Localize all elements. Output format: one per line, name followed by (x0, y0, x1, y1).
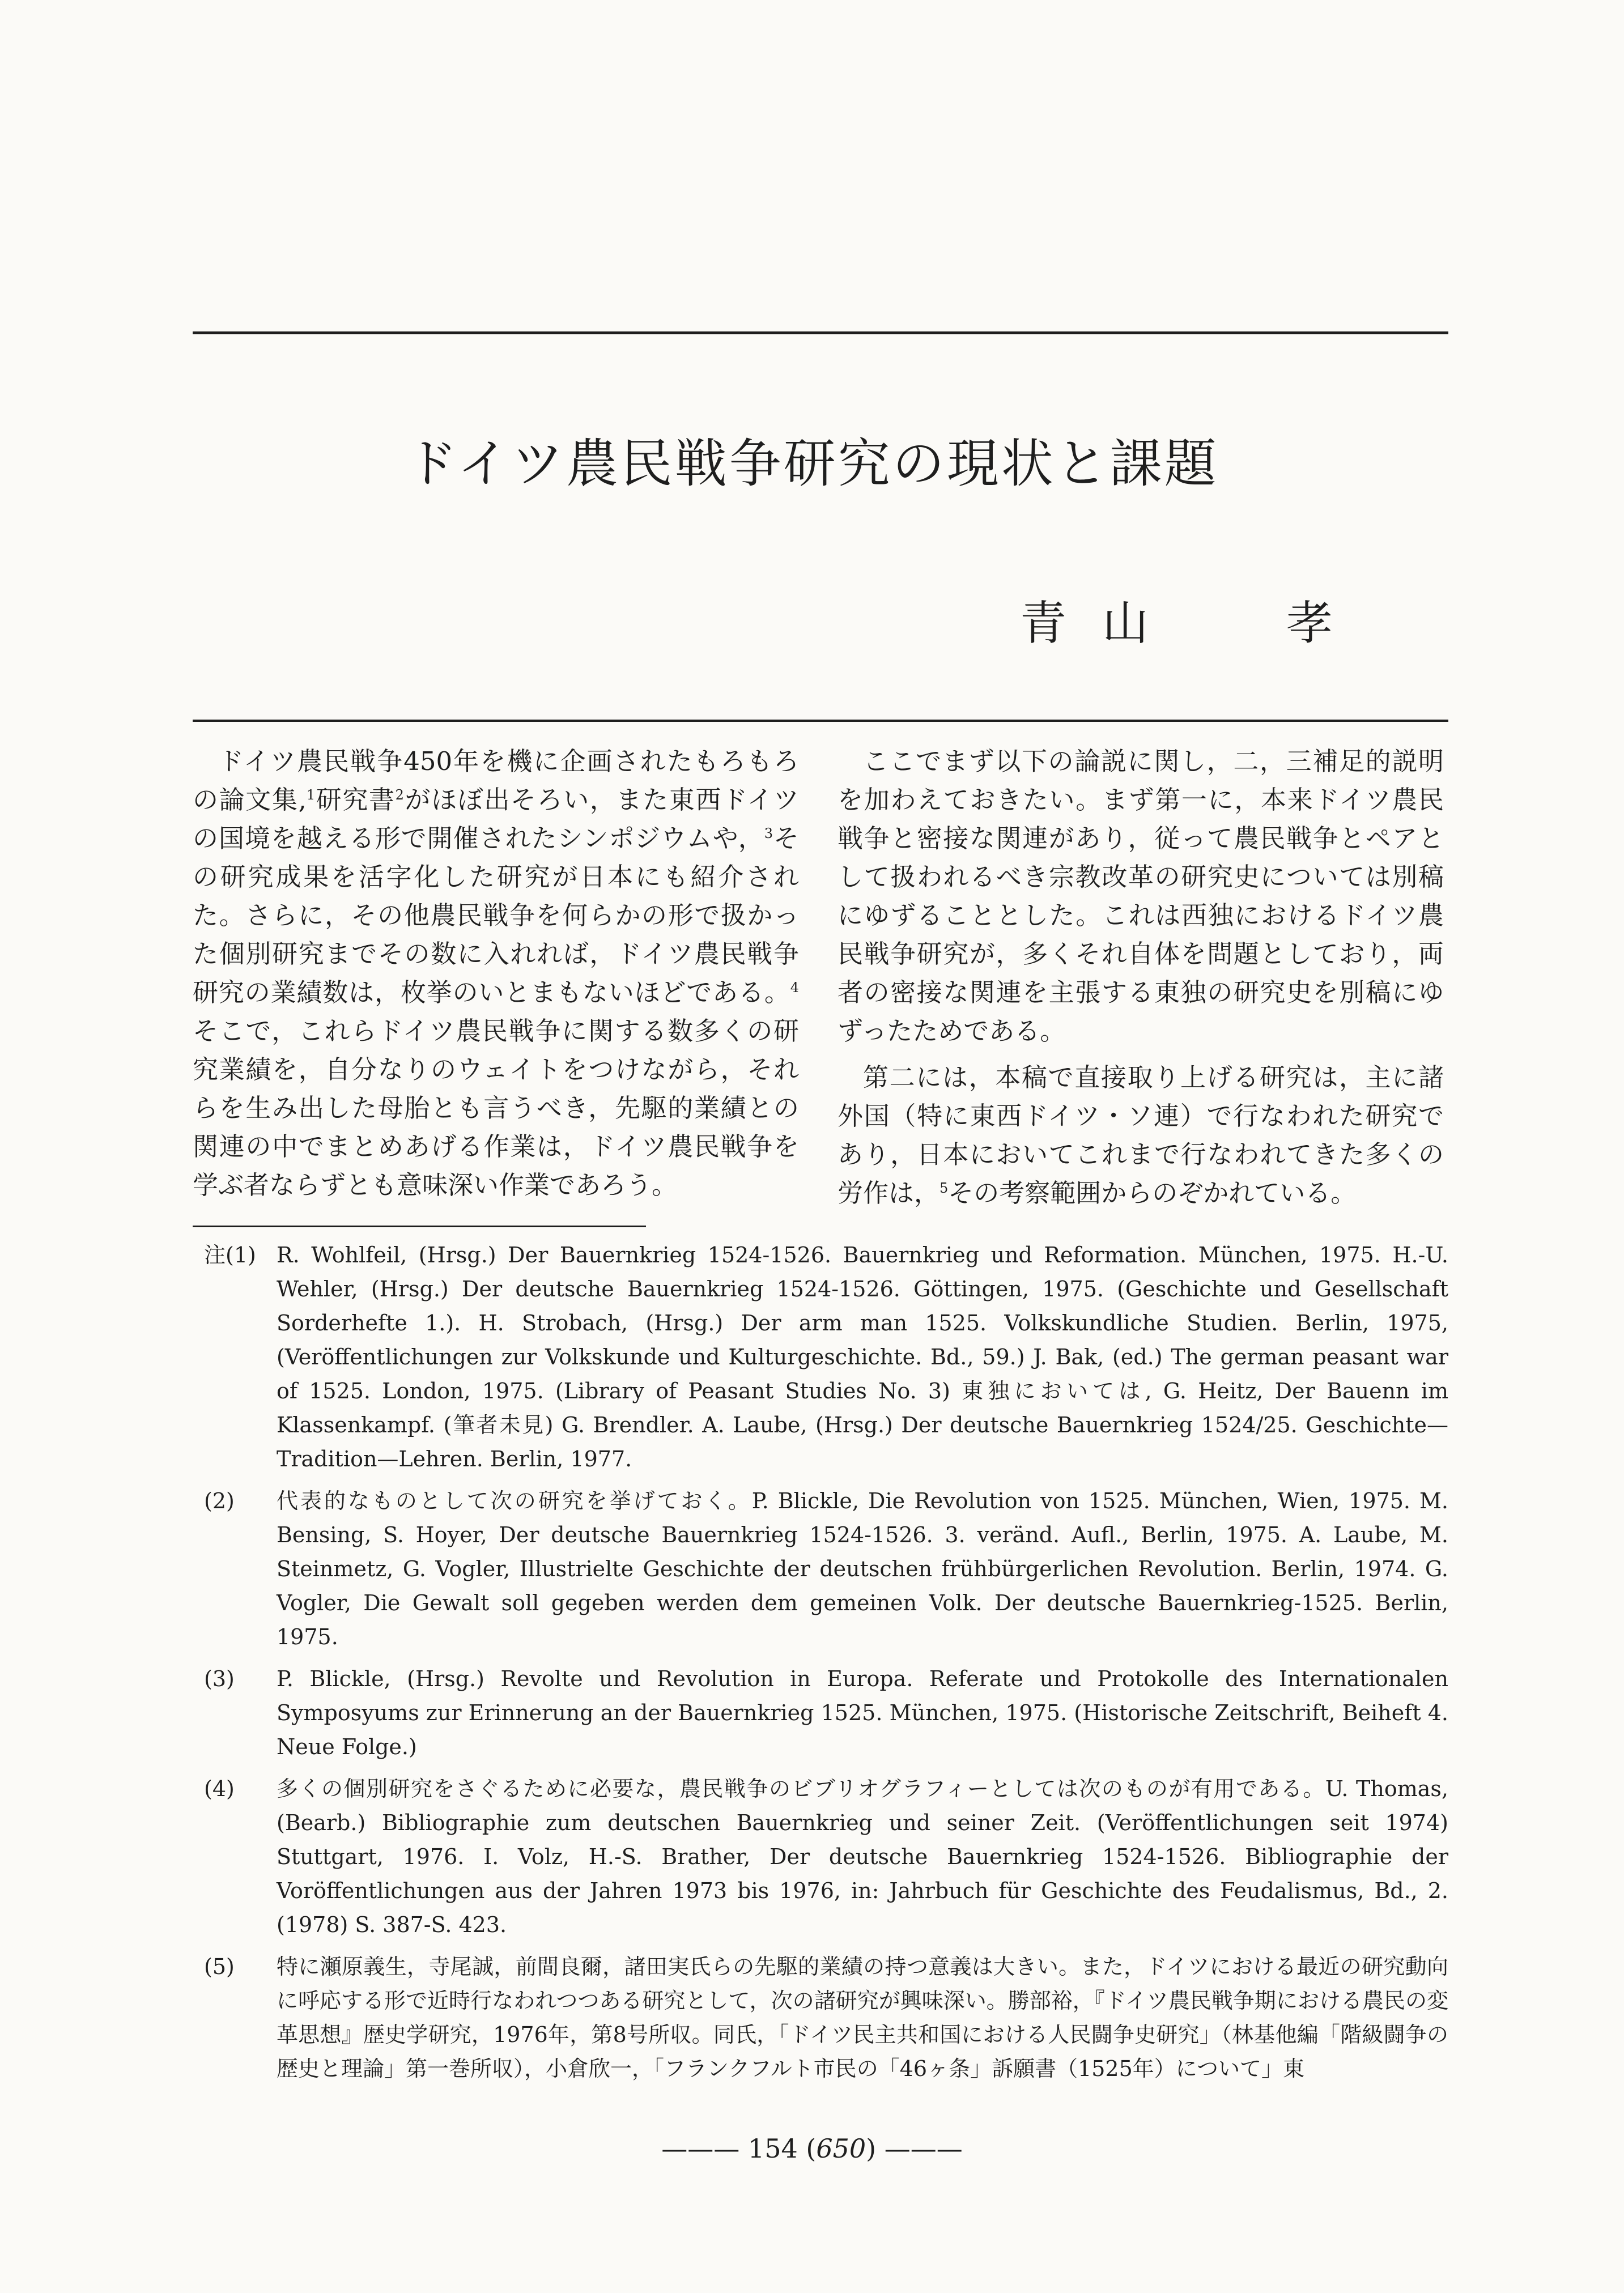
footnote-label: 注(1) (204, 1243, 256, 1267)
footnote-label: (2) (204, 1488, 235, 1513)
text-run: がほぼ出そろい，また東西ドイツの国境を越える形で開催されたシンポジウムや， (193, 785, 799, 853)
text-run: そこで，これらドイツ農民戦争に関する数多くの研究業績を，自分なりのウェイトをつけながら，それらを生み出した母胎とも言うべき，先駆的業績との関連の中でまとめあげる作業は，ドイツ農民戦争を学ぶ者ならずとも意味深い作業であろう。 (193, 1016, 799, 1200)
footnote-text: 多くの個別研究をさぐるために必要な，農民戦争のビブリオグラフィーとしては次のものが有用である。U. Thomas, (Bearb.) Bibliographie zum deutschen Bauernkrieg und seiner Zeit. (Veröffentlichungen seit 1974) Stuttgart, 1976. I. Volz, H.-S. Brather, Der deutsche Bauernkrieg 1524-1526. Bibliographie der Voröffentlichungen aus der Jahren 1973 bis 1976, in: Jahrbuch für Geschichte des Feudalismus, Bd., 2. (1978) S. 387-S. 423. (277, 1776, 1448, 1937)
author-char-2: 山 (1102, 597, 1149, 650)
top-rule (193, 331, 1448, 334)
footnote-label: (5) (204, 1954, 235, 1979)
footnote-4 (204, 1772, 1448, 1942)
text-run: ドイツ農民戦争450年を機に企画されたもろもろの論文集, (193, 746, 799, 815)
footnote-text: P. Blickle, (Hrsg.) Revolte und Revolution in Europa. Referate und Protokolle des Internationalen Symposyums zur Erinnerung an der Bauernkrieg 1525. München, 1975. (Historische Zeitschrift, Beiheft 4. Neue Folge.) (277, 1666, 1448, 1759)
body-paragraph-1 (193, 742, 799, 1205)
page-number: ——— 154 (650) ——— (661, 2133, 963, 2164)
footnote-text: 代表的なものとして次の研究を挙げておく。P. Blickle, Die Revolution von 1525. München, Wien, 1975. M. Bensing, S. Hoyer, Der deutsche Bauernkrieg 1524-1526. 3. veränd. Aufl., Berlin, 1975. A. Laube, M. Steinmetz, G. Vogler, Illustrielte Geschichte der deutschen frühbürgerlichen Revolution. Berlin, 1974. G. Vogler, Die Gewalt soll gegeben werden dem gemeinen Volk. Der deutsche Bauernkrieg-1525. Berlin, 1975. (277, 1488, 1448, 1649)
page-number-value: 154 (747, 2133, 798, 2164)
footnote-ref: 4 (790, 980, 799, 996)
footnote-ref: 1 (306, 787, 316, 803)
text-run: その考察範囲からのぞかれている。 (948, 1178, 1357, 1208)
footnote-3 (204, 1662, 1448, 1764)
footnote-5 (204, 1950, 1448, 2086)
footnote-ref: 2 (395, 787, 404, 803)
text-run: その研究成果を活字化した研究が日本にも紹介された。さらに，その他農民戦争を何らかの形で扱かった個別研究までその数に入れれば，ドイツ農民戦争研究の業績数は，枚挙のいとまもないほどである。 (193, 823, 799, 1007)
body-paragraph-3 (837, 1058, 1444, 1213)
footnote-label: (4) (204, 1776, 235, 1801)
article-title: ドイツ農民戦争研究の現状と課題 (405, 433, 1219, 494)
author-char-1: 青 (1020, 597, 1067, 650)
footnote-ref: 3 (764, 826, 773, 841)
footnote-text: R. Wohlfeil, (Hrsg.) Der Bauernkrieg 1524-1526. Bauernkrieg und Reformation. München, 1975. H.-U. Wehler, (Hrsg.) Der deutsche Bauernkrieg 1524-1526. Göttingen, 1975. (Geschichte und Gesellschaft Sorderhefte 1.). H. Strobach, (Hrsg.) Der arm man 1525. Volkskundliche Studien. Berlin, 1975, (Veröffentlichungen zur Volkskunde und Kulturgeschichte. Bd., 59.) J. Bak, (ed.) The german peasant war of 1525. London, 1975. (Library of Peasant Studies No. 3) 東独においては, G. Heitz, Der Bauenn im Klassenkampf. (筆者未見) G. Brendler. A. Laube, (Hrsg.) Der deutsche Bauernkrieg 1524/25. Geschichte—Tradition—Lehren. Berlin, 1977. (277, 1243, 1448, 1471)
footnote-label: (3) (204, 1666, 235, 1691)
footnote-1 (204, 1238, 1448, 1476)
original-page-number: 650 (816, 2133, 866, 2164)
text-run: 第二には，本稿で直接取り上げる研究は，主に諸外国（特に東西ドイツ・ソ連）で行なわれた研究であり，日本においてこれまで行なわれてきた多くの労作は， (837, 1062, 1444, 1208)
author-name (1020, 586, 1337, 649)
dash-left: ——— (661, 2133, 748, 2164)
section-rule (193, 720, 1448, 722)
footnote-2 (204, 1484, 1448, 1654)
footnotes (204, 1238, 1448, 2094)
body-column-left (193, 742, 799, 1205)
footnote-rule (193, 1226, 646, 1227)
footnote-text: 特に瀬原義生，寺尾誠，前間良爾，諸田実氏らの先駆的業績の持つ意義は大きい。また，ドイツにおける最近の研究動向に呼応する形で近時行なわれつつある研究として，次の諸研究が興味深い。勝部裕，『ドイツ農民戦争期における農民の変革思想』歴史学研究，1976年，第8号所収。同氏，「ドイツ民主共和国における人民闘争史研究」（林基他編「階級闘争の歴史と理論」第一巻所収），小倉欣一，「フランクフルト市民の「46ヶ条」訴願書（1525年）について」東 (277, 1954, 1448, 2081)
footnote-ref: 5 (939, 1180, 949, 1196)
body-paragraph-2: ここでまず以下の論説に関し，二，三補足的説明を加わえておきたい。まず第一に，本来ドイツ農民戦争と密接な関連があり，従って農民戦争とペアとして扱われるべき宗教改革の研究史については別稿にゆずることとした。これは西独におけるドイツ農民戦争研究が，多くそれ自体を問題としており，両者の密接な関連を主張する東独の研究史を別稿にゆずったためである。 (837, 746, 1444, 1046)
body-column-right (837, 742, 1444, 1213)
dash-right: ——— (876, 2133, 963, 2164)
text-run: 研究書 (315, 785, 396, 815)
author-char-3: 孝 (1286, 597, 1333, 650)
